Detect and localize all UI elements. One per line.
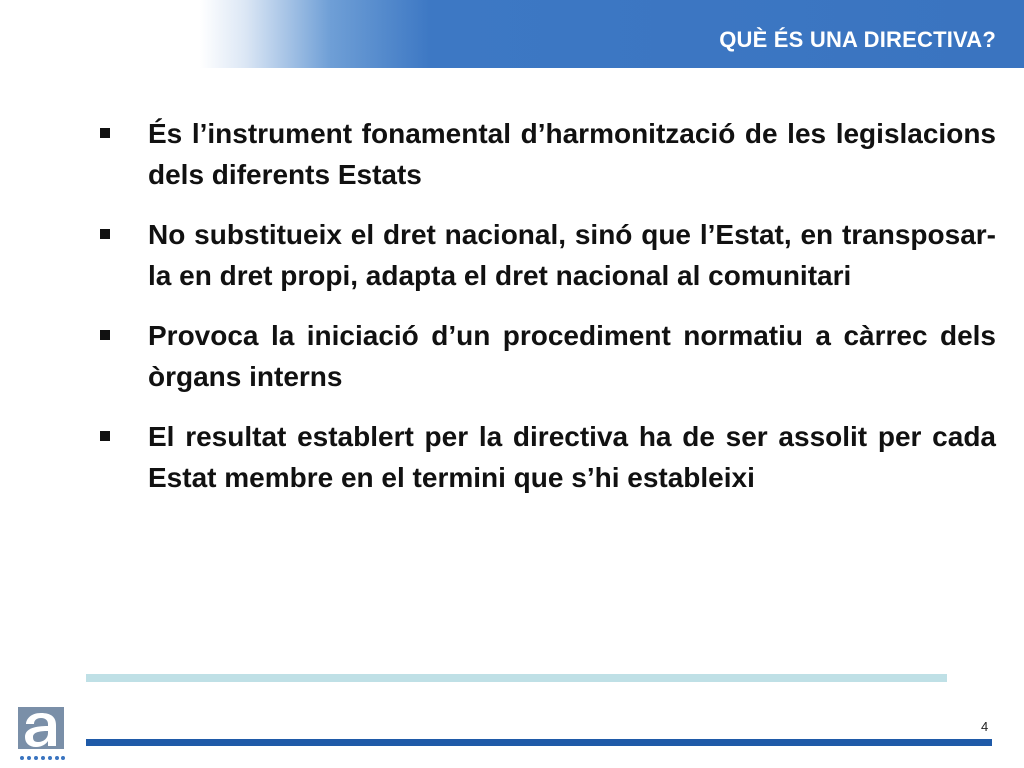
divider-light <box>86 674 947 682</box>
bullet-item <box>94 113 996 195</box>
square-bullet-icon <box>100 229 110 239</box>
bullet-text: No substitueix el dret nacional, sinó que l’Estat, en transposar-la en dret propi, adapta el dret nacional al comunitari <box>148 219 996 291</box>
logo-icon <box>16 705 66 763</box>
bullet-item <box>94 214 996 296</box>
header-bar <box>0 0 1024 68</box>
bullet-text: És l’instrument fonamental d’harmonització de les legislacions dels diferents Estats <box>148 118 996 190</box>
slide-title: QUÈ ÉS UNA DIRECTIVA? <box>719 27 996 52</box>
bullet-text: El resultat establert per la directiva ha de ser assolit per cada Estat membre en el termini que s’hi estableixi <box>148 421 996 493</box>
square-bullet-icon <box>100 431 110 441</box>
bullet-item <box>94 416 996 498</box>
bullet-list <box>94 113 996 517</box>
bullet-text: Provoca la iniciació d’un procediment normatiu a càrrec dels òrgans interns <box>148 320 996 392</box>
bullet-item <box>94 315 996 397</box>
square-bullet-icon <box>100 330 110 340</box>
page-number: 4 <box>981 719 989 734</box>
square-bullet-icon <box>100 128 110 138</box>
divider-dark <box>86 739 992 746</box>
